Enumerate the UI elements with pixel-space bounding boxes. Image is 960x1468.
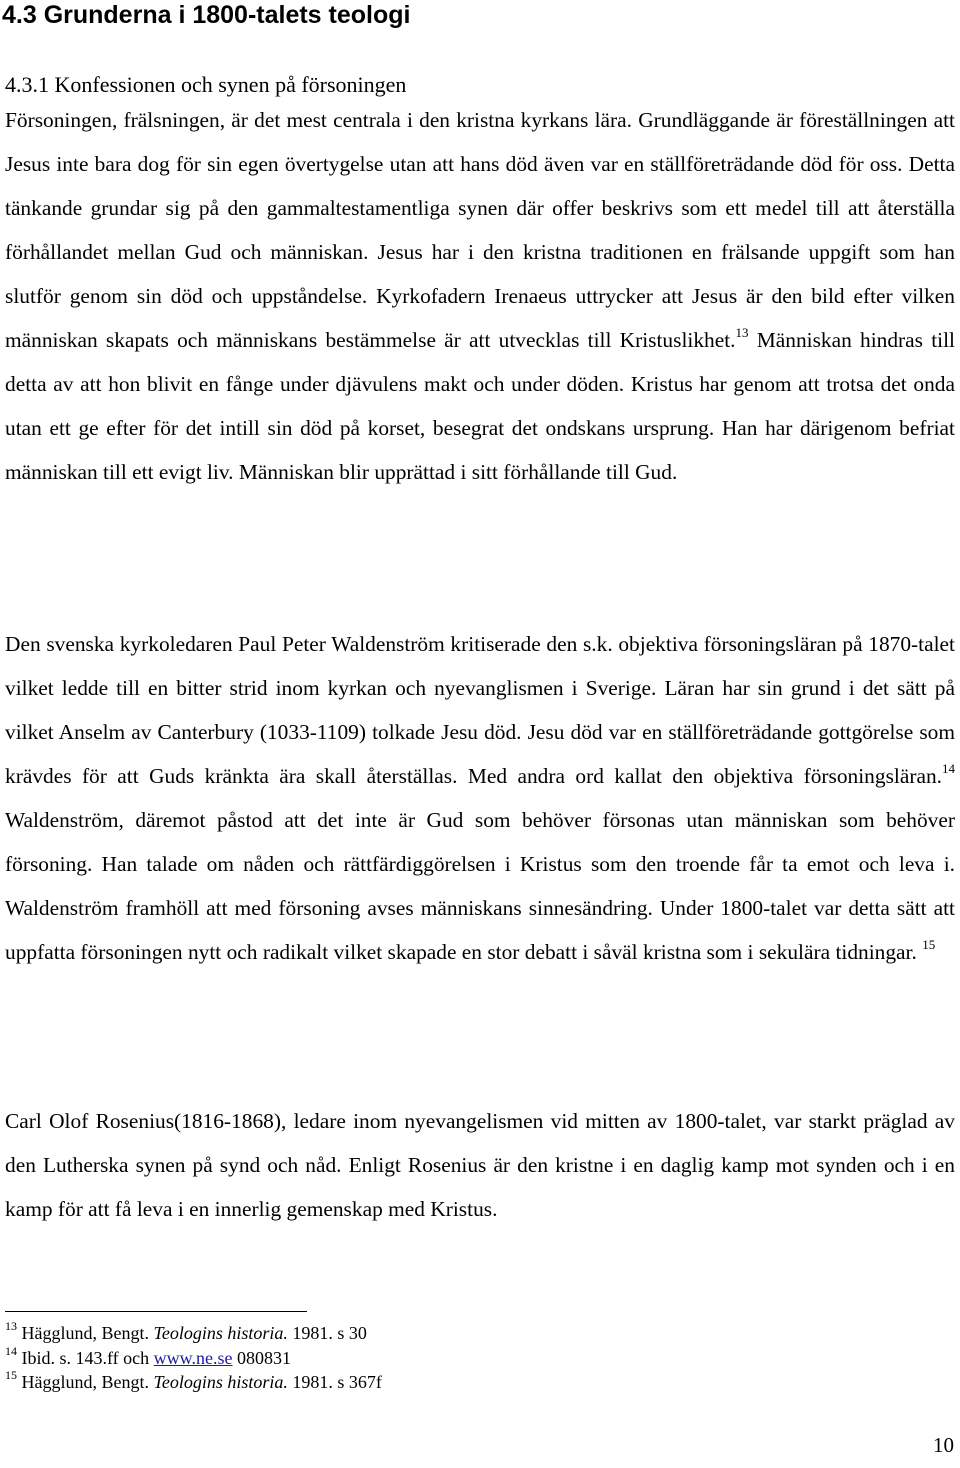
footnote-number: 13: [5, 1319, 17, 1333]
paragraph-rosenius: [5, 1099, 955, 1231]
footnote-14: [5, 1343, 705, 1371]
footnote-book-title: Teologins historia.: [153, 1372, 288, 1392]
page-number: 10: [933, 1433, 954, 1457]
footnote-ref-13[interactable]: 13: [735, 324, 749, 340]
footnote-separator: [5, 1311, 307, 1312]
footnote-book-title: Teologins historia.: [153, 1323, 288, 1343]
footnote-text: 1981. s 30: [287, 1323, 367, 1343]
paragraph-text: Waldenström, däremot påstod att det inte är Gud som behöver försonas utan människan som behöver försoning. Han talade om nåden och rättfärdiggörelsen i Kristus som den troende får ta emot och leva i. Waldenström framhöll att med försoning avses människans sinnesändring. Under 1800-talet var detta sätt att uppfatta försoningen nytt och radikalt vilket skapade en stor debatt i såväl kristna som i sekulära tidningar.: [5, 808, 955, 964]
paragraph-forsoningen: [5, 98, 955, 494]
paragraph-text: Försoningen, frälsningen, är det mest centrala i den kristna kyrkans lära. Grundläggande är föreställningen att Jesus inte bara dog för sin egen övertygelse utan att hans död även var en ställföreträdande död för oss. Detta tänkande grundar sig på den gammaltestamentliga synen där offer beskrivs som ett medel till att återställa förhållandet mellan Gud och människan. Jesus har i den kristna traditionen en frälsande uppgift som han slutför genom sin död och uppståndelse. Kyrkofadern Irenaeus uttrycker att Jesus är den bild efter vilken människan skapats och människans bestämmelse är att utvecklas till Kristuslikhet.: [5, 108, 955, 352]
subsection-heading: 4.3.1 Konfessionen och synen på försoningen: [5, 72, 407, 97]
footnote-number: 15: [5, 1368, 17, 1382]
paragraph-text: Carl Olof Rosenius(1816-1868), ledare inom nyevangelismen vid mitten av 1800-talet, var starkt präglad av den Lutherska synen på synd och nåd. Enligt Rosenius är den kristne i en daglig kamp mot synden och i en kamp för att få leva i en innerlig gemenskap med Kristus.: [5, 1109, 955, 1221]
footnote-ref-14[interactable]: 14: [942, 760, 955, 776]
footnote-15: [5, 1370, 705, 1395]
footnotes: [5, 1321, 705, 1395]
footnote-ref-15[interactable]: 15: [922, 936, 936, 952]
footnote-text: 1981. s 367f: [287, 1372, 382, 1392]
footnote-text: 080831: [232, 1347, 291, 1368]
section-heading: 4.3 Grunderna i 1800-talets teologi: [2, 1, 411, 29]
paragraph-text: Den svenska kyrkoledaren Paul Peter Waldenström kritiserade den s.k. objektiva försoningsläran på 1870-talet vilket ledde till en bitter strid inom kyrkan och nyevanglismen i Sverige. Läran har sin grund i det sätt på vilket Anselm av Canterbury (1033-1109) tolkade Jesu död. Jesu död var en ställföreträdande gottgörelse som krävdes för att Guds kränkta ära skall återställas. Med andra ord kallat den objektiva försoningsläran.: [5, 632, 955, 788]
footnote-text: Hägglund, Bengt.: [17, 1372, 154, 1392]
footnote-text: Ibid. s. 143.ff och: [17, 1347, 154, 1368]
footnote-text: Hägglund, Bengt.: [17, 1323, 154, 1343]
footnote-number: 14: [5, 1343, 17, 1358]
footnote-link[interactable]: www.ne.se: [153, 1347, 233, 1368]
footnote-13: [5, 1321, 705, 1346]
paragraph-text: Människan hindras till detta av att hon blivit en fånge under djävulens makt och under döden. Kristus har genom att trotsa det onda utan ett ge efter för det intill sin död på korset, besegrat det ondskans ursprung. Han har därigenom befriat människan till ett evigt liv. Människan blir upprättad i sitt förhållande till Gud.: [5, 328, 955, 484]
paragraph-waldenstrom: [5, 622, 955, 974]
